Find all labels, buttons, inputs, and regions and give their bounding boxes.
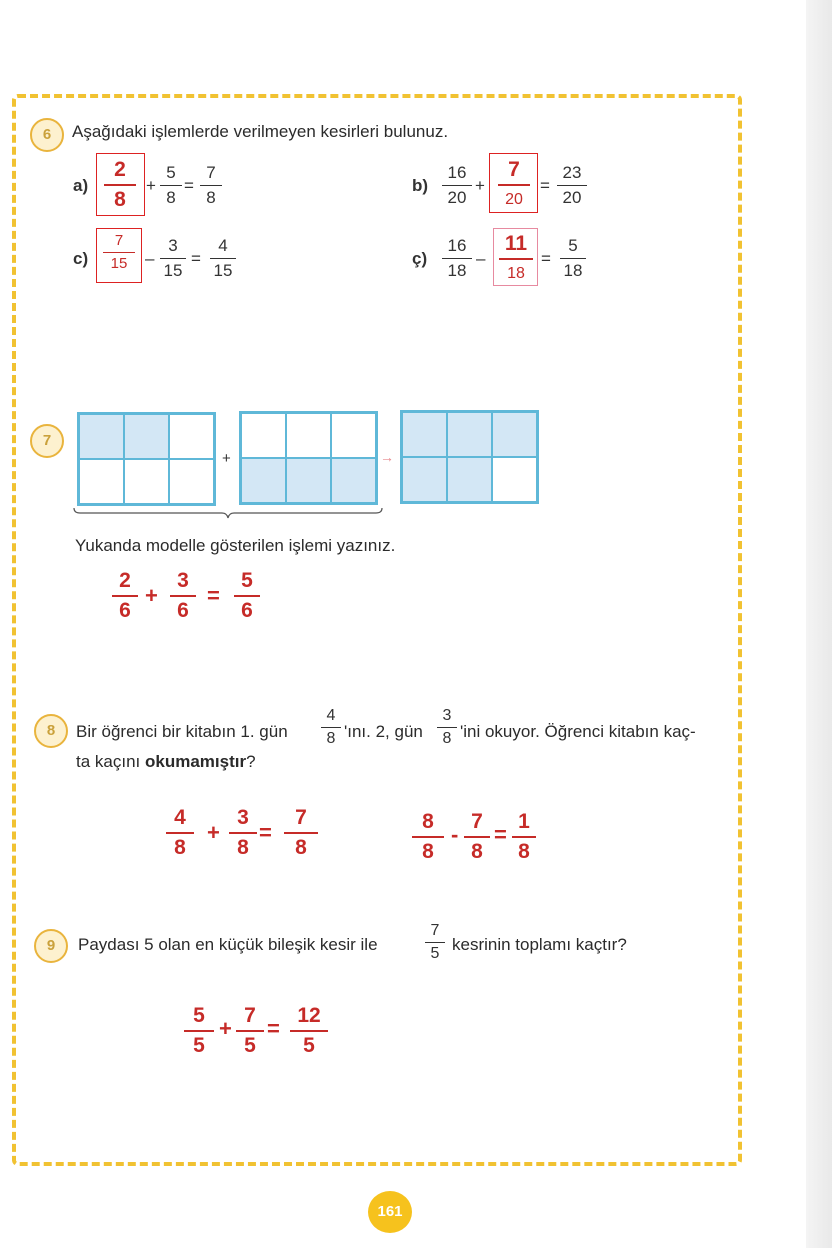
fraction-bar bbox=[512, 836, 536, 838]
q8-a2-n3: 1 bbox=[518, 810, 530, 833]
page-number-badge: 161 bbox=[368, 1191, 412, 1233]
model3-cell-2-shaded bbox=[447, 412, 492, 457]
model3-cell-1-shaded bbox=[402, 412, 447, 457]
fraction-bar bbox=[425, 942, 445, 943]
q6cc-fraction-1 bbox=[442, 236, 472, 281]
q9-n2: 7 bbox=[244, 1004, 256, 1027]
fraction-bar bbox=[412, 836, 444, 838]
q9-d2: 5 bbox=[244, 1034, 256, 1057]
q6a-f2-num: 5 bbox=[166, 163, 176, 182]
model2-cell-2-empty bbox=[286, 413, 331, 458]
fraction-bar bbox=[464, 836, 490, 838]
q8-f2-num: 3 bbox=[442, 707, 452, 724]
q8-ans1-fraction-2 bbox=[229, 806, 257, 860]
q8-a2-d1: 8 bbox=[422, 840, 434, 863]
question-8-line2 bbox=[76, 752, 256, 772]
q7-answer-eq: = bbox=[207, 583, 220, 608]
q9-d1: 5 bbox=[193, 1034, 205, 1057]
q8-a2-n1: 8 bbox=[422, 810, 434, 833]
q8-a1-d3: 8 bbox=[295, 836, 307, 859]
page-edge-shadow bbox=[806, 0, 832, 1248]
question-9-badge: 9 bbox=[34, 929, 68, 963]
model3-cell-6-empty bbox=[492, 457, 537, 502]
model2-cell-1-empty bbox=[241, 413, 286, 458]
q7-n1: 2 bbox=[119, 569, 131, 592]
q9-answer-fraction-2 bbox=[236, 1004, 264, 1058]
fraction-bar bbox=[234, 595, 260, 597]
q8-ans2-op: - bbox=[451, 822, 459, 847]
q6c-f2-den: 15 bbox=[163, 261, 183, 281]
q8-ans1-op: + bbox=[207, 820, 220, 845]
q6cc-f1-den: 18 bbox=[447, 261, 467, 281]
fraction-bar bbox=[560, 258, 586, 259]
model1-cell-2-shaded bbox=[124, 414, 169, 459]
q8-inline-fraction-2 bbox=[437, 707, 457, 748]
question-7-instruction: Yukanda modelle gösterilen işlemi yazınız. bbox=[75, 536, 396, 555]
q6a-answer-den: 8 bbox=[114, 188, 126, 211]
q8-ans1-fraction-1 bbox=[166, 806, 194, 860]
fraction-bar bbox=[442, 185, 472, 186]
q6b-fraction-1 bbox=[442, 163, 472, 208]
q9-d3: 5 bbox=[303, 1034, 315, 1057]
question-6-badge: 6 bbox=[30, 118, 64, 152]
q6cc-op: – bbox=[476, 249, 486, 268]
q6b-label: b) bbox=[412, 176, 429, 195]
q7-answer-fraction-2 bbox=[170, 569, 196, 623]
q8-a2-n2: 7 bbox=[471, 810, 483, 833]
q6a-fraction-2 bbox=[160, 163, 182, 208]
q6a-result-fraction bbox=[200, 163, 222, 208]
model1-cell-6-empty bbox=[169, 459, 214, 504]
q6cc-label: ç) bbox=[412, 249, 428, 268]
q8-f2-den: 8 bbox=[442, 730, 452, 748]
fraction-bar bbox=[210, 258, 236, 259]
q6b-f1-den: 20 bbox=[447, 188, 467, 208]
model2-cell-6-shaded bbox=[331, 458, 376, 503]
fraction-bar bbox=[104, 184, 136, 186]
q6c-answer-fraction bbox=[103, 232, 135, 273]
q6cc-f1-num: 16 bbox=[447, 236, 467, 255]
q8-a1-n3: 7 bbox=[295, 806, 307, 829]
model1-cell-1-shaded bbox=[79, 414, 124, 459]
q6c-res-den: 15 bbox=[213, 261, 233, 281]
q8-f1-num: 4 bbox=[326, 707, 336, 724]
model2-cell-5-shaded bbox=[286, 458, 331, 503]
q9-answer-fraction-3 bbox=[290, 1004, 328, 1058]
question-9-text-part1: Paydası 5 olan en küçük bileşik kesir ile bbox=[78, 935, 378, 954]
q8-f1-den: 8 bbox=[326, 730, 336, 748]
q6cc-result-fraction bbox=[560, 236, 586, 281]
question-8-text-part1: Bir öğrenci bir kitabın 1. gün bbox=[76, 722, 288, 741]
fraction-bar bbox=[236, 1030, 264, 1032]
model2-cell-4-shaded bbox=[241, 458, 286, 503]
q8-ans1-eq: = bbox=[259, 820, 272, 845]
fraction-model-1 bbox=[77, 412, 216, 506]
q6c-f2-num: 3 bbox=[168, 236, 178, 255]
fraction-model-3 bbox=[400, 410, 539, 504]
model1-cell-4-empty bbox=[79, 459, 124, 504]
q6cc-answer-den: 18 bbox=[507, 265, 525, 282]
q7-n2: 3 bbox=[177, 569, 189, 592]
fraction-bar bbox=[321, 727, 341, 728]
q7-d2: 6 bbox=[177, 599, 189, 622]
q8-inline-fraction-1 bbox=[321, 707, 341, 748]
question-8-text-part2: 'ını. 2, gün bbox=[344, 722, 423, 741]
q6cc-eq: = bbox=[541, 249, 551, 268]
q8-ans1-fraction-3 bbox=[284, 806, 318, 860]
q6b-op: + bbox=[475, 176, 485, 195]
q7-answer-fraction-1 bbox=[112, 569, 138, 623]
question-7-badge: 7 bbox=[30, 424, 64, 458]
q6a-eq: = bbox=[184, 176, 194, 195]
fraction-bar bbox=[498, 184, 530, 186]
q6c-op: – bbox=[145, 249, 155, 268]
q6b-answer-fraction bbox=[498, 158, 530, 212]
q6a-answer-num: 2 bbox=[114, 158, 126, 181]
q9-n1: 5 bbox=[193, 1004, 205, 1027]
model1-cell-5-empty bbox=[124, 459, 169, 504]
q6b-eq: = bbox=[540, 176, 550, 195]
q6a-res-den: 8 bbox=[206, 188, 216, 208]
q6b-f1-num: 16 bbox=[447, 163, 467, 182]
q6b-result-fraction bbox=[557, 163, 587, 208]
q7-n3: 5 bbox=[241, 569, 253, 592]
fraction-bar bbox=[200, 185, 222, 186]
q6a-label: a) bbox=[73, 176, 89, 195]
fraction-bar bbox=[184, 1030, 214, 1032]
model-arrow: → bbox=[380, 449, 394, 465]
q6c-res-num: 4 bbox=[218, 236, 228, 255]
fraction-bar bbox=[229, 832, 257, 834]
q8-ans2-fraction-2 bbox=[464, 810, 490, 864]
q8-line2-end: ? bbox=[246, 752, 256, 771]
fraction-bar bbox=[557, 185, 587, 186]
q7-d1: 6 bbox=[119, 599, 131, 622]
question-8-badge: 8 bbox=[34, 714, 68, 748]
fraction-bar bbox=[290, 1030, 328, 1032]
q9-answer-eq: = bbox=[267, 1016, 280, 1041]
question-9-text-part2: kesrinin toplamı kaçtır? bbox=[452, 935, 627, 954]
q9-f-den: 5 bbox=[430, 945, 440, 963]
q8-a1-d2: 8 bbox=[237, 836, 249, 859]
fraction-bar bbox=[170, 595, 196, 597]
fraction-bar bbox=[166, 832, 194, 834]
models-brace bbox=[72, 506, 384, 520]
q6a-op: + bbox=[146, 176, 156, 195]
q6a-f2-den: 8 bbox=[166, 188, 176, 208]
fraction-bar bbox=[103, 252, 135, 253]
q8-ans2-eq: = bbox=[494, 822, 507, 847]
q6b-res-den: 20 bbox=[562, 188, 582, 208]
q6cc-res-den: 18 bbox=[563, 261, 583, 281]
q8-ans2-fraction-3 bbox=[512, 810, 536, 864]
q6a-res-num: 7 bbox=[206, 163, 216, 182]
q8-a1-d1: 8 bbox=[174, 836, 186, 859]
q8-line2-bold: okumamıştır bbox=[145, 752, 247, 771]
model2-cell-3-empty bbox=[331, 413, 376, 458]
q6c-answer-den: 15 bbox=[110, 255, 128, 273]
q9-f-num: 7 bbox=[430, 922, 440, 939]
question-8-text-part3: 'ini okuyor. Öğrenci kitabın kaç- bbox=[460, 722, 696, 741]
q8-a2-d2: 8 bbox=[471, 840, 483, 863]
q7-d3: 6 bbox=[241, 599, 253, 622]
q6a-answer-fraction bbox=[104, 158, 136, 212]
fraction-bar bbox=[160, 258, 186, 259]
model3-cell-4-shaded bbox=[402, 457, 447, 502]
q7-answer-op: + bbox=[145, 583, 158, 608]
q6b-answer-den: 20 bbox=[505, 191, 523, 208]
q8-ans2-fraction-1 bbox=[412, 810, 444, 864]
q8-a1-n1: 4 bbox=[174, 806, 186, 829]
fraction-bar bbox=[160, 185, 182, 186]
model1-cell-3-empty bbox=[169, 414, 214, 459]
q6cc-answer-fraction bbox=[499, 232, 533, 286]
fraction-bar bbox=[284, 832, 318, 834]
q6c-label: c) bbox=[73, 249, 89, 268]
q9-answer-op: + bbox=[219, 1016, 232, 1041]
fraction-bar bbox=[437, 727, 457, 728]
q6b-answer-num: 7 bbox=[508, 158, 520, 181]
fraction-bar bbox=[442, 258, 472, 259]
q7-answer-fraction-3 bbox=[234, 569, 260, 623]
q6cc-res-num: 5 bbox=[568, 236, 578, 255]
q6c-answer-num: 7 bbox=[114, 232, 124, 249]
q8-a1-n2: 3 bbox=[237, 806, 249, 829]
fraction-bar bbox=[499, 258, 533, 260]
q9-n3: 12 bbox=[297, 1004, 321, 1027]
q6c-fraction-2 bbox=[160, 236, 186, 281]
question-6-instruction: Aşağıdaki işlemlerde verilmeyen kesirleri bulunuz. bbox=[72, 122, 449, 141]
q9-inline-fraction bbox=[425, 922, 445, 963]
q6b-res-num: 23 bbox=[562, 163, 582, 182]
model-plus-sign: + bbox=[222, 450, 231, 467]
q6c-result-fraction bbox=[210, 236, 236, 281]
model3-cell-5-shaded bbox=[447, 457, 492, 502]
q9-answer-fraction-1 bbox=[184, 1004, 214, 1058]
q8-line2-text: ta kaçını bbox=[76, 752, 141, 771]
q8-a2-d3: 8 bbox=[518, 840, 530, 863]
q6c-eq: = bbox=[191, 249, 201, 268]
fraction-model-2 bbox=[239, 411, 378, 505]
q6cc-answer-num: 11 bbox=[504, 232, 528, 255]
fraction-bar bbox=[112, 595, 138, 597]
model3-cell-3-shaded bbox=[492, 412, 537, 457]
